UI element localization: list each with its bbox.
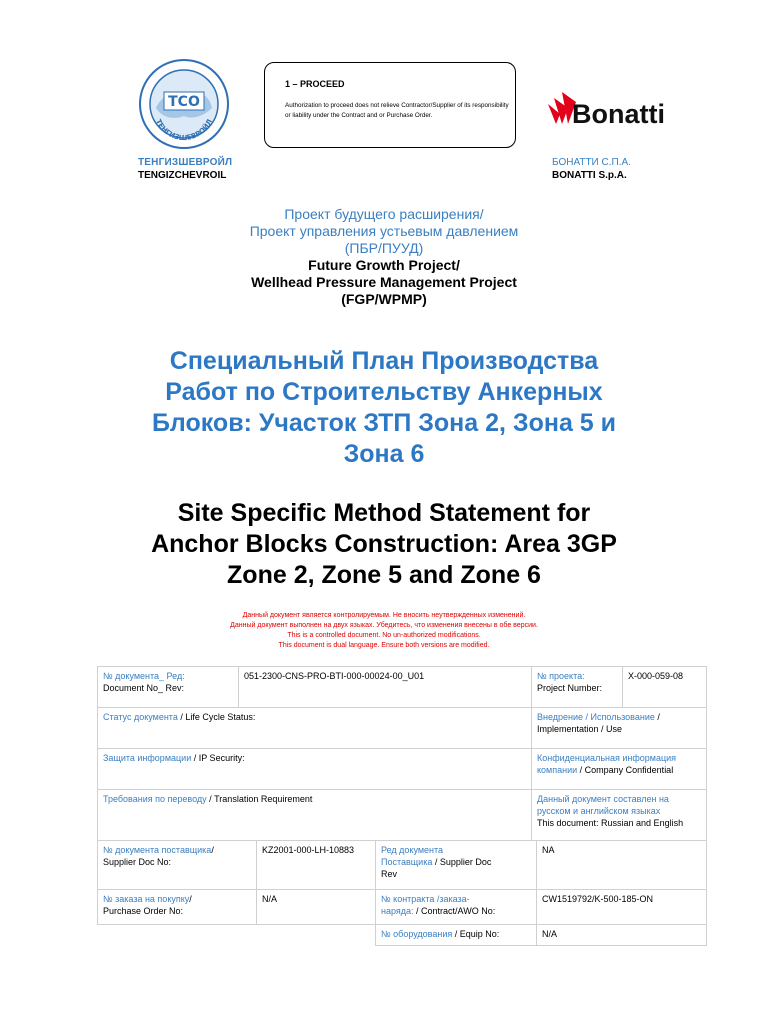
supplier-rev-label: Ред документа Поставщика / Supplier Doc Rev — [376, 841, 537, 890]
document-info-table — [97, 666, 707, 841]
bonatti-logo-text: Bonatti — [572, 99, 665, 128]
supplier-doc-label: № документа поставщика/ Supplier Doc No: — [98, 841, 257, 890]
supplier-rev-value: NA — [537, 841, 707, 890]
bonatti-name-en: BONATTI S.p.A. — [552, 170, 627, 181]
doc-number-label: № документа_ Ред: Document No_ Rev: — [98, 667, 239, 708]
po-label: № заказа на покупку/ Purchase Order No: — [98, 890, 257, 925]
project-number-label: № проекта: Project Number: — [532, 667, 623, 708]
doc-number-value: 051-2300-CNS-PRO-BTI-000-00024-00_U01 — [239, 667, 532, 708]
tco-name-ru: ТЕНГИЗШЕВРОЙЛ — [138, 157, 233, 168]
table-row — [98, 890, 707, 925]
proceed-stamp — [264, 62, 516, 148]
supplier-info-table — [97, 840, 707, 946]
tco-name-en: TENGIZCHEVROIL — [138, 170, 227, 181]
po-value: N/A — [257, 890, 376, 925]
table-row — [98, 841, 707, 890]
status-value: Внедрение / Использование / Implementation / Use — [532, 708, 707, 749]
tco-logo-ring-text: ТЕНГИЗШЕВРОЙЛ — [154, 118, 214, 143]
tco-logo — [138, 58, 230, 150]
stamp-title: 1 – PROCEED — [285, 79, 345, 89]
security-value: Конфиденциальная информация компании / Company Confidential — [532, 749, 707, 790]
supplier-doc-value: KZ2001-000-LH-10883 — [257, 841, 376, 890]
status-label: Статус документа / Life Cycle Status: — [98, 708, 532, 749]
project-title-en: Future Growth Project/ Wellhead Pressure Management Project (FGP/WPMP) — [251, 257, 517, 307]
table-row — [98, 790, 707, 841]
document-title-en: Site Specific Method Statement for Anchor Blocks Construction: Area 3GP Zone 2, Zone 5 and Zone 6 — [151, 499, 617, 589]
stamp-note: Authorization to proceed does not relieve Contractor/Supplier of its responsibility or liability under the Contract and or Purchase Order. — [285, 102, 509, 119]
security-label: Защита информации / IP Security: — [98, 749, 532, 790]
controlled-document-notice: Данный документ является контролируемым. Не вносить неутвержденных изменений. Данный документ выполнен на двух языках. Убедитесь, что изменения внесены в обе версии. This is a controlled document. No un-authorized modifications. This document is dual language. Ensure both versions are modified. — [230, 612, 538, 649]
table-row — [98, 925, 707, 946]
contract-value: CW1519792/K-500-185-ON — [537, 890, 707, 925]
equip-value: N/A — [537, 925, 707, 946]
equip-label: № оборудования / Equip No: — [376, 925, 537, 946]
table-row — [98, 749, 707, 790]
table-row — [98, 667, 707, 708]
table-row — [98, 708, 707, 749]
translation-label: Требования по переводу / Translation Requirement — [98, 790, 532, 841]
bonatti-name-ru: БОНАТТИ С.П.А. — [552, 157, 631, 168]
bonatti-logo — [546, 90, 671, 128]
project-number-value: X-000-059-08 — [623, 667, 707, 708]
translation-value: Данный документ составлен на русском и английском языках This document: Russian and English — [532, 790, 707, 841]
project-title-ru: Проект будущего расширения/ Проект управления устьевым давлением (ПБР/ПУУД) — [249, 206, 519, 256]
document-title-ru: Специальный План Производства Работ по Строительству Анкерных Блоков: Участок ЗТП Зона 2, Зона 5 и Зона 6 — [151, 347, 617, 468]
tco-logo-letters: TCO — [168, 94, 200, 110]
contract-label: № контракта /заказа- наряда: / Contract/AWO No: — [376, 890, 537, 925]
